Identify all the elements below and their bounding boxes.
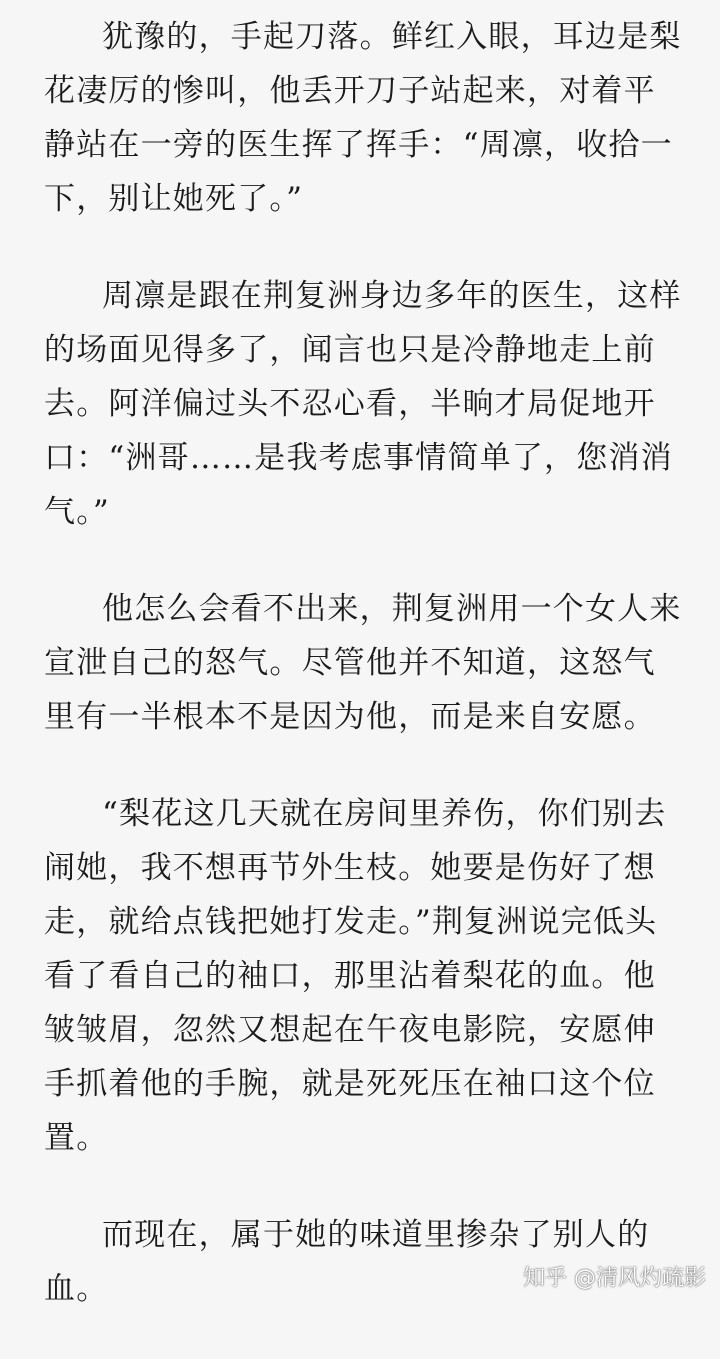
paragraph-2 (44, 269, 684, 539)
text-line: 去。阿洋偏过头不忍心看，半晌才局促地开 (44, 386, 656, 422)
text-line: 的场面见得多了，闻言也只是冷静地走上前 (44, 332, 656, 368)
text-line: 周凛是跟在荆复洲身边多年的医生，这样 (102, 278, 682, 314)
text-line: 花凄厉的惨叫，他丢开刀子站起来，对着平 (44, 73, 656, 109)
text-line: 里有一半根本不是因为他，而是来自安愿。 (44, 699, 656, 735)
text-line: 血。 (44, 1271, 109, 1307)
text-line: 而现在，属于她的味道里掺杂了别人的 (102, 1217, 650, 1253)
text-line: 静站在一旁的医生挥了挥手：“周凛，收拾一 (44, 127, 673, 163)
paragraph-3 (44, 582, 684, 744)
paragraph-4 (44, 787, 684, 1165)
text-line: “梨花这几天就在房间里养伤，你们别去 (102, 796, 667, 832)
text-line: 看了看自己的袖口，那里沾着梨花的血。他 (44, 958, 656, 994)
text-line: 置。 (44, 1120, 109, 1156)
text-line: 手抓着他的手腕，就是死死压在袖口这个位 (44, 1066, 656, 1102)
text-line: 气。” (44, 494, 110, 530)
text-line: 宣泄自己的怒气。尽管他并不知道，这怒气 (44, 645, 656, 681)
paragraph-1 (44, 10, 684, 226)
text-line: 犹豫的，手起刀落。鲜红入眼，耳边是梨 (102, 19, 682, 55)
article-body (44, 10, 684, 1359)
text-line: 口：“洲哥……是我考虑事情简单了，您消消 (44, 440, 673, 476)
text-line: 皱皱眉，忽然又想起在午夜电影院，安愿伸 (44, 1012, 656, 1048)
text-line: 他怎么会看不出来，荆复洲用一个女人来 (102, 591, 682, 627)
text-line: 闹她，我不想再节外生枝。她要是伤好了想 (44, 850, 656, 886)
text-line: 走，就给点钱把她打发走。”荆复洲说完低头 (44, 904, 658, 940)
zhihu-watermark: 知乎 @清风灼疏影 (523, 1266, 706, 1291)
text-line: 下，别让她死了。” (44, 181, 304, 217)
